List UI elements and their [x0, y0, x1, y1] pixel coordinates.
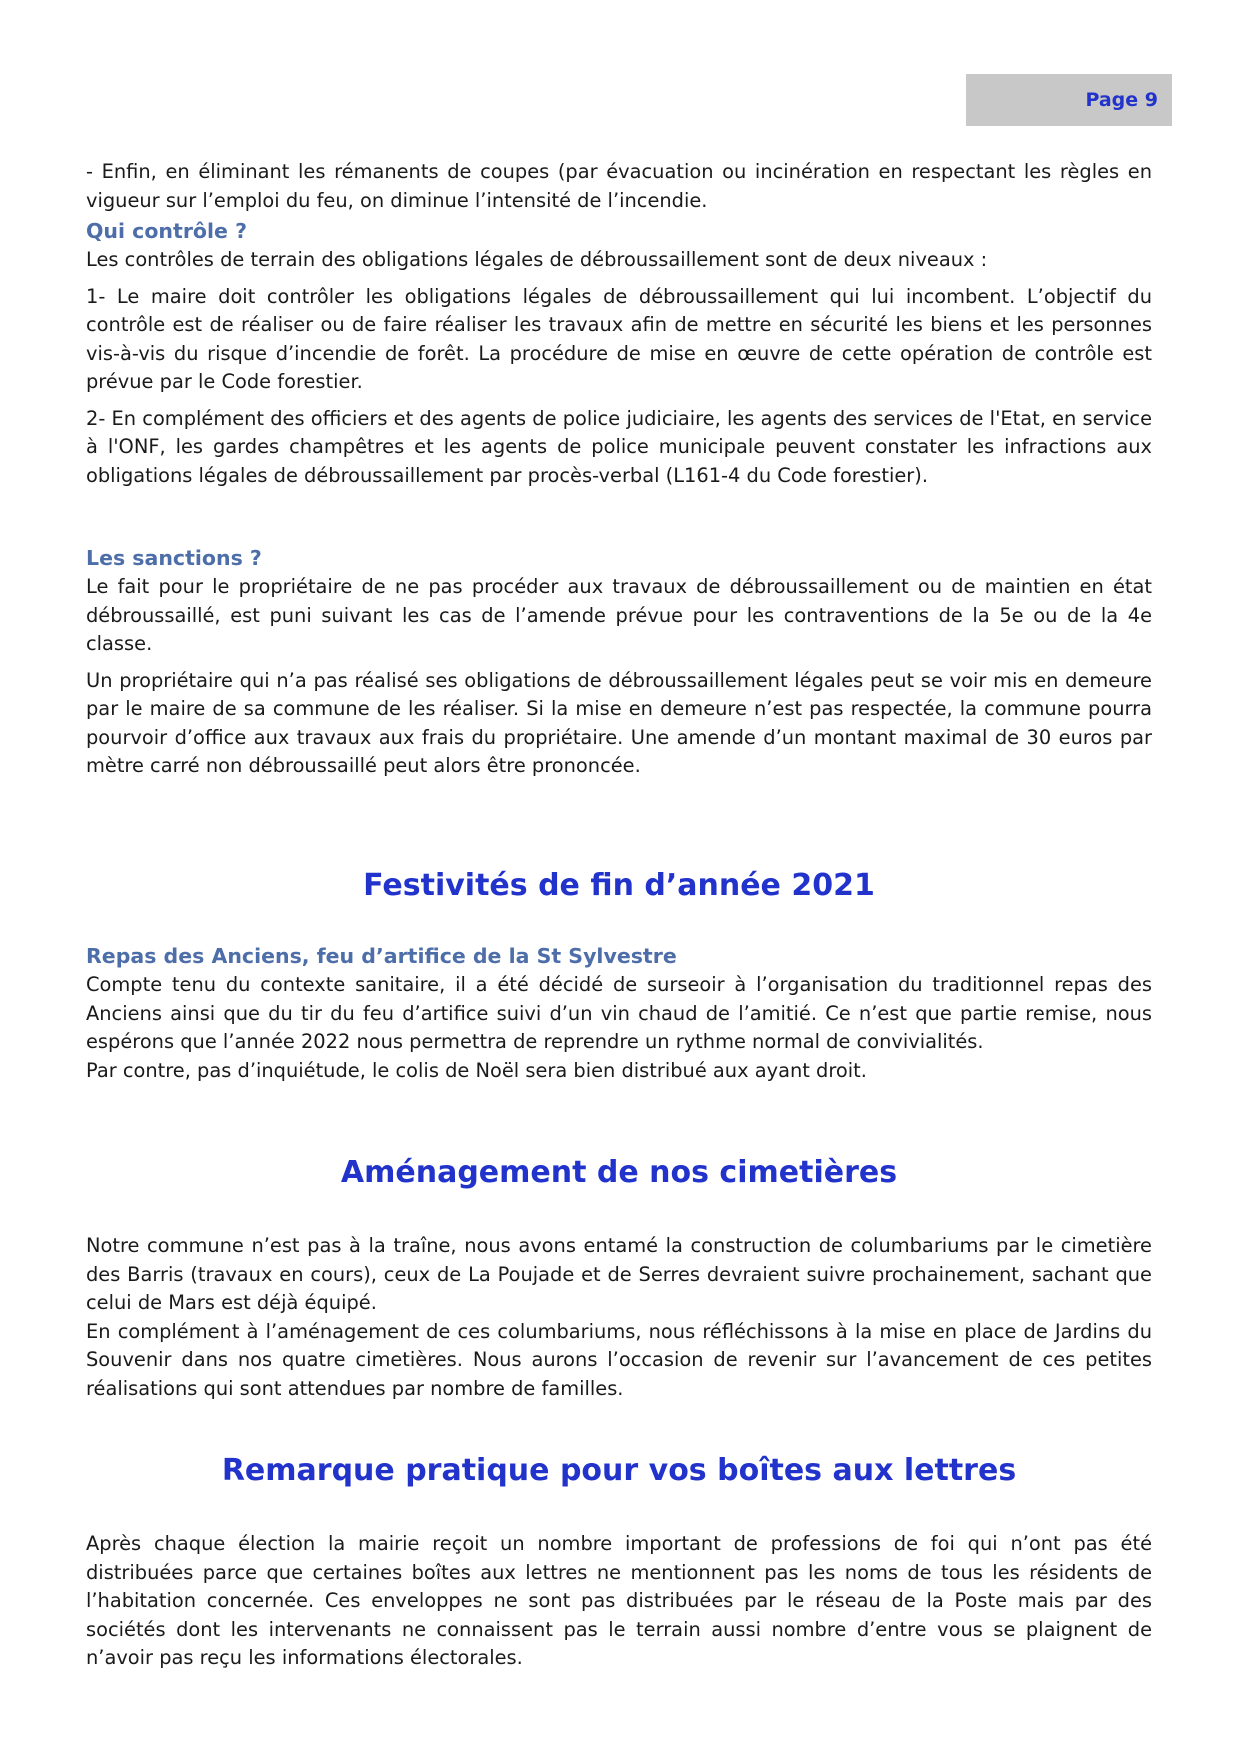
- festivites-section: [86, 868, 1152, 1085]
- page-number: Page 9: [1085, 89, 1158, 111]
- qui-controle-paragraph-2: 1- Le maire doit contrôler les obligations légales de débroussaillement qui lui incombent. L’objectif du contrôle est de réaliser ou de faire réaliser les travaux afin de mettre en sécurité les biens et les personnes vis-à-vis du risque d’incendie de forêt. La procédure de mise en œuvre de cette opération de contrôle est prévue par le Code forestier.: [86, 284, 1152, 393]
- cimetieres-section: [86, 1155, 1152, 1403]
- festivites-paragraph-1: Compte tenu du contexte sanitaire, il a été décidé de surseoir à l’organisation du traditionnel repas des Anciens ainsi que du tir du feu d’artifice suivi d’un vin chaud de l’amitié. Ce n’est que partie remise, nous espérons que l’année 2022 nous permettra de reprendre un rythme normal de convivialités.: [86, 973, 1152, 1053]
- festivites-paragraph-2: Par contre, pas d’inquiétude, le colis de Noël sera bien distribué aux ayant droit.: [86, 1058, 867, 1082]
- boites-heading: Remarque pratique pour vos boîtes aux lettres: [221, 1453, 1017, 1488]
- sanctions-paragraph-1: Le fait pour le propriétaire de ne pas procéder aux travaux de débroussaillement ou de maintien en état débroussaillé, est puni suivant les cas de l’amende prévue pour les contraventions de la 5e ou de la 4e classe.: [86, 575, 1152, 655]
- qui-controle-section: [86, 216, 1152, 490]
- festivites-heading: Festivités de fin d’année 2021: [363, 868, 875, 903]
- sanctions-heading: Les sanctions ?: [86, 546, 262, 570]
- cimetieres-paragraph-2: En complément à l’aménagement de ces columbariums, nous réfléchissons à la mise en place de Jardins du Souvenir dans nos quatre cimetières. Nous aurons l’occasion de revenir sur l’avancement de ces petites réalisations qui sont attendues par nombre de familles.: [86, 1319, 1152, 1400]
- qui-controle-heading: Qui contrôle ?: [86, 219, 247, 243]
- qui-controle-paragraph-1: Les contrôles de terrain des obligations légales de débroussaillement sont de deux niveaux :: [86, 248, 988, 271]
- qui-controle-paragraph-3: 2- En complément des officiers et des agents de police judiciaire, les agents des services de l'Etat, en service à l'ONF, les gardes champêtres et les agents de police municipale peuvent constater les infractions aux obligations légales de débroussaillement par procès-verbal (L161-4 du Code forestier).: [86, 406, 1152, 487]
- festivites-subheading: Repas des Anciens, feu d’artifice de la St Sylvestre: [86, 944, 677, 968]
- sanctions-section: [86, 543, 1152, 781]
- sanctions-paragraph-2: Un propriétaire qui n’a pas réalisé ses obligations de débroussaillement légales peut se voir mis en demeure par le maire de sa commune de les réaliser. Si la mise en demeure n’est pas respectée, la commune pourra pourvoir d’office aux travaux aux frais du propriétaire. Une amende d’un montant maximal de 30 euros par mètre carré non débroussaillé peut alors être prononcée.: [86, 668, 1152, 777]
- boites-paragraph-1: Après chaque élection la mairie reçoit un nombre important de professions de foi qui n’ont pas été distribuées parce que certaines boîtes aux lettres ne mentionnent pas les noms de tous les résidents de l’habitation concernée. Ces enveloppes ne sont pas distribuées par le réseau de la Poste mais par des sociétés dont les intervenants ne connaissent pas le terrain aussi nombre d’entre vous se plaignent de n’avoir pas reçu les informations électorales.: [86, 1532, 1152, 1669]
- intro-paragraph: - Enfin, en éliminant les rémanents de coupes (par évacuation ou incinération en respectant les règles en vigueur sur l’emploi du feu, on diminue l’intensité de l’incendie.: [86, 160, 1152, 212]
- cimetieres-heading: Aménagement de nos cimetières: [340, 1155, 898, 1190]
- cimetieres-paragraph-1: Notre commune n’est pas à la traîne, nous avons entamé la construction de columbariums par le cimetière des Barris (travaux en cours), ceux de La Poujade et de Serres devraient suivre prochainement, sachant que celui de Mars est déjà équipé.: [86, 1234, 1152, 1314]
- intro-block: [86, 158, 1152, 215]
- boites-section: [86, 1453, 1152, 1673]
- page-number-tab: [966, 74, 1172, 126]
